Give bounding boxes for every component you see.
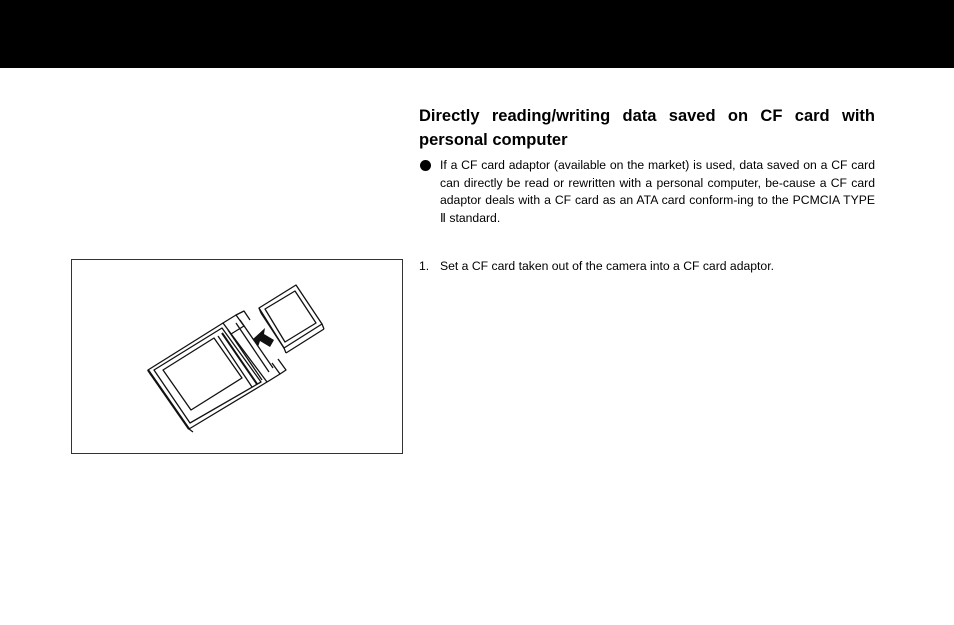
illustration-frame <box>71 259 403 454</box>
bullet-paragraph <box>419 157 875 227</box>
section-heading: Directly reading/writing data saved on CF card with personal computer <box>419 107 875 149</box>
step-1 <box>419 258 875 275</box>
top-bar <box>0 0 954 68</box>
bullet-text: If a CF card adaptor (available on the market) is used, data saved on a CF card can directly be read or rewritten with a personal computer, be-cause a CF card adaptor deals with a CF card as an ATA card conform-ing to the PCMCIA TYPE Ⅱ standard. <box>440 158 875 225</box>
step-text: Set a CF card taken out of the camera into a CF card adaptor. <box>440 259 774 273</box>
bullet-dot-icon <box>420 160 431 171</box>
cf-card-adaptor-icon <box>148 311 286 432</box>
step-number: 1. <box>419 259 430 273</box>
cf-card-illustration <box>72 260 402 453</box>
